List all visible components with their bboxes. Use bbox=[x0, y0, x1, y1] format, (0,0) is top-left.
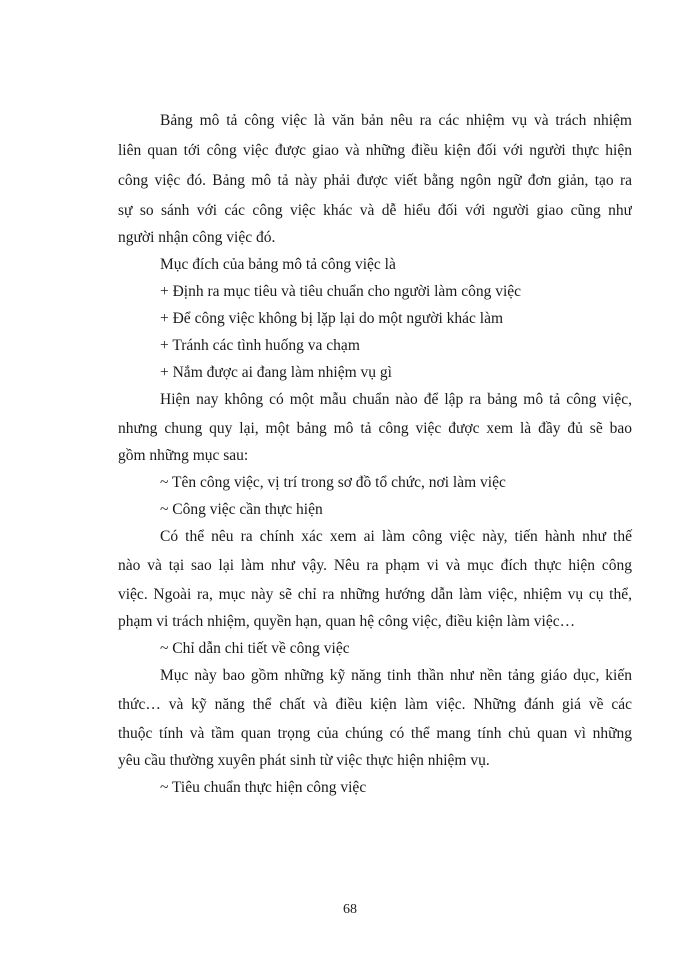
text-line: nào và tại sao lại làm như vậy. Nêu ra phạm vi và mục đích thực hiện công bbox=[118, 557, 632, 574]
text-line: thuộc tính và tầm quan trọng của chúng có thể mang tính chủ quan vì những bbox=[118, 725, 632, 742]
text-line: Bảng mô tả công việc là văn bản nêu ra các nhiệm vụ và trách nhiệm bbox=[160, 112, 632, 129]
text-line: sự so sánh với các công việc khác và dễ hiểu đối với người giao cũng như bbox=[118, 202, 632, 219]
list-item: + Nắm được ai đang làm nhiệm vụ gì bbox=[160, 364, 392, 381]
text-line: liên quan tới công việc được giao và những điều kiện đối với người thực hiện bbox=[118, 142, 632, 159]
list-item: + Định ra mục tiêu và tiêu chuẩn cho người làm công việc bbox=[160, 283, 522, 300]
text-line: Hiện nay không có một mẫu chuẩn nào để lập ra bảng mô tả công việc, bbox=[160, 391, 632, 408]
text-line: nhưng chung quy lại, một bảng mô tả công việc được xem là đầy đủ sẽ bao bbox=[118, 420, 632, 437]
text-line: việc. Ngoài ra, mục này sẽ chỉ ra những hướng dẫn làm việc, nhiệm vụ cụ thể, bbox=[118, 586, 632, 603]
text-line: người nhận công việc đó. bbox=[118, 229, 276, 246]
list-item: + Để công việc không bị lặp lại do một người khác làm bbox=[160, 310, 504, 327]
text-line: thức… và kỹ năng thể chất và điều kiện làm việc. Những đánh giá về các bbox=[118, 696, 632, 713]
text-line: công việc đó. Bảng mô tả này phải được viết bằng ngôn ngữ đơn giản, tạo ra bbox=[118, 172, 632, 189]
page-number: 68 bbox=[343, 902, 357, 917]
text-line: phạm vi trách nhiệm, quyền hạn, quan hệ công việc, điều kiện làm việc… bbox=[118, 613, 576, 630]
list-item: ~ Chỉ dẫn chi tiết về công việc bbox=[160, 640, 350, 657]
list-item: + Tránh các tình huống va chạm bbox=[160, 337, 360, 354]
text-line: yêu cầu thường xuyên phát sinh từ việc thực hiện nhiệm vụ. bbox=[118, 752, 490, 769]
list-item: ~ Tên công việc, vị trí trong sơ đồ tổ chức, nơi làm việc bbox=[160, 474, 506, 491]
text-line: Có thể nêu ra chính xác xem ai làm công việc này, tiến hành như thế bbox=[160, 528, 632, 545]
list-item: ~ Tiêu chuẩn thực hiện công việc bbox=[160, 779, 367, 796]
text-line: Mục đích của bảng mô tả công việc là bbox=[160, 256, 396, 273]
text-line: gồm những mục sau: bbox=[118, 447, 249, 464]
text-line: Mục này bao gồm những kỹ năng tinh thần như nền tảng giáo dục, kiến bbox=[160, 667, 632, 684]
list-item: ~ Công việc cần thực hiện bbox=[160, 501, 323, 518]
